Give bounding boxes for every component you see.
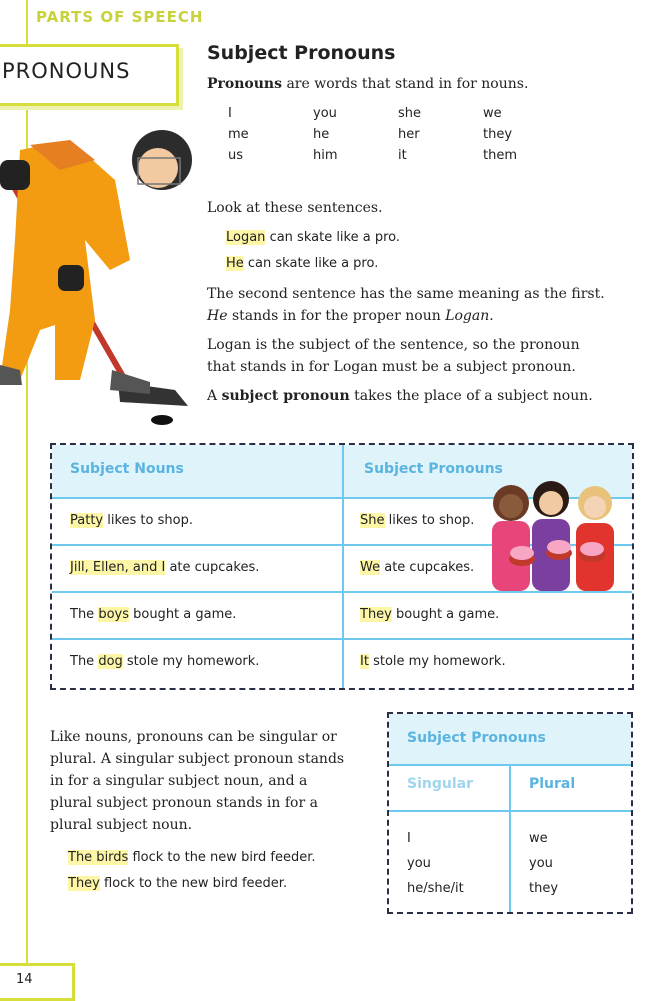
- look-text: Look at these sentences.: [207, 200, 383, 216]
- grid-cell: them: [483, 148, 517, 163]
- noun-rest: bought a game.: [128, 607, 237, 622]
- noun-rest: ate cupcakes.: [165, 560, 260, 575]
- list-item: we: [529, 831, 548, 846]
- topic-label-box: [0, 44, 179, 106]
- para-same-meaning: [207, 283, 607, 327]
- example-sentence: [226, 230, 400, 245]
- intro-rest: are words that stand in for nouns.: [282, 76, 529, 92]
- example-rest: flock to the new bird feeder.: [99, 876, 288, 891]
- intro-bold: Pronouns: [207, 76, 282, 92]
- table-title: Subject Pronouns: [407, 730, 546, 746]
- pronoun-rest: ate cupcakes.: [380, 560, 475, 575]
- page-number-box: [0, 963, 75, 1001]
- para2-he: He: [207, 308, 228, 324]
- grid-cell: me: [228, 127, 249, 142]
- example-sentence: [68, 876, 287, 891]
- noun-rest: stole my homework.: [122, 654, 260, 669]
- noun-pre: The: [70, 607, 99, 622]
- table-row: [360, 654, 506, 669]
- grid-cell: him: [313, 148, 338, 163]
- para2-end: .: [489, 308, 494, 324]
- singular-list: [407, 826, 464, 901]
- pronoun-rest: likes to shop.: [384, 513, 475, 528]
- table-row: [70, 654, 259, 669]
- noun-pre: The: [70, 654, 99, 669]
- pronoun-highlight: She: [360, 513, 385, 528]
- singular-label: Singular: [407, 776, 473, 792]
- nouns-pronouns-table: [50, 443, 634, 690]
- pronoun-rest: stole my homework.: [368, 654, 506, 669]
- grid-cell: it: [398, 148, 407, 163]
- para-definition: [207, 385, 607, 407]
- grid-cell: they: [483, 127, 513, 142]
- pronoun-grid: [228, 106, 558, 163]
- example-rest: flock to the new bird feeder.: [128, 850, 316, 865]
- page-number: 14: [16, 972, 33, 987]
- grid-cell: I: [228, 106, 232, 121]
- pronoun-highlight: They: [360, 607, 392, 622]
- para4-rest: takes the place of a subject noun.: [349, 388, 593, 404]
- noun-rest: likes to shop.: [103, 513, 193, 528]
- hockey-player-image: [0, 120, 200, 430]
- example-highlight: The birds: [68, 850, 129, 865]
- subject-pronouns-table: [387, 712, 633, 914]
- grid-cell: us: [228, 148, 244, 163]
- para2-line1: The second sentence has the same meaning as the first.: [207, 286, 605, 302]
- table-row: [70, 607, 236, 622]
- section-heading: PARTS OF SPEECH: [36, 8, 204, 26]
- list-item: he/she/it: [407, 881, 464, 896]
- para2-mid: stands in for the proper noun: [227, 308, 446, 324]
- grid-cell: you: [313, 106, 337, 121]
- example-highlight: They: [68, 876, 100, 891]
- topic-label: PRONOUNS: [2, 59, 131, 83]
- list-item: you: [529, 856, 553, 871]
- para4-a: A: [207, 388, 222, 404]
- grid-cell: her: [398, 127, 420, 142]
- girls-cupcakes-image: [484, 481, 624, 591]
- table-row: [360, 607, 499, 622]
- column-divider: [509, 764, 511, 912]
- noun-highlight: dog: [98, 654, 123, 669]
- plural-label: Plural: [529, 776, 576, 792]
- grid-cell: he: [313, 127, 330, 142]
- intro-text: [207, 73, 528, 95]
- para2-logan: Logan: [445, 308, 490, 324]
- table-row: [70, 513, 193, 528]
- list-item: they: [529, 881, 559, 896]
- example-rest: can skate like a pro.: [243, 256, 379, 271]
- grid-cell: we: [483, 106, 502, 121]
- row-divider: [52, 591, 632, 593]
- col-subject-pronouns: Subject Pronouns: [364, 461, 503, 477]
- table-header: [389, 714, 631, 764]
- row-divider: [52, 638, 632, 640]
- column-divider: [342, 445, 344, 688]
- table-row: [70, 560, 259, 575]
- pronoun-rest: bought a game.: [391, 607, 500, 622]
- example-sentence: [226, 256, 378, 271]
- list-item: you: [407, 856, 431, 871]
- table-row: [360, 513, 474, 528]
- example-rest: can skate like a pro.: [265, 230, 401, 245]
- example-highlight: He: [226, 256, 244, 271]
- pronoun-highlight: It: [360, 654, 369, 669]
- table-row: [360, 560, 474, 575]
- example-highlight: Logan: [226, 230, 266, 245]
- noun-highlight: Jill, Ellen, and I: [70, 560, 166, 575]
- noun-highlight: boys: [98, 607, 129, 622]
- para4-bold: subject pronoun: [221, 388, 350, 404]
- para-singular-plural: Like nouns, pronouns can be singular or plural. A singular subject pronoun stands in for a singular subject noun, and a plural subject pronoun stands in for a plural subject noun.: [50, 729, 345, 833]
- plural-list: [529, 826, 558, 901]
- pronoun-highlight: We: [360, 560, 381, 575]
- example-sentence: [68, 850, 316, 865]
- list-item: I: [407, 831, 411, 846]
- page-title: Subject Pronouns: [207, 42, 396, 64]
- col-subject-nouns: Subject Nouns: [70, 461, 184, 477]
- noun-highlight: Patty: [70, 513, 104, 528]
- para-subject: Logan is the subject of the sentence, so the pronoun that stands in for Logan must be a subject pronoun.: [207, 337, 580, 375]
- grid-cell: she: [398, 106, 422, 121]
